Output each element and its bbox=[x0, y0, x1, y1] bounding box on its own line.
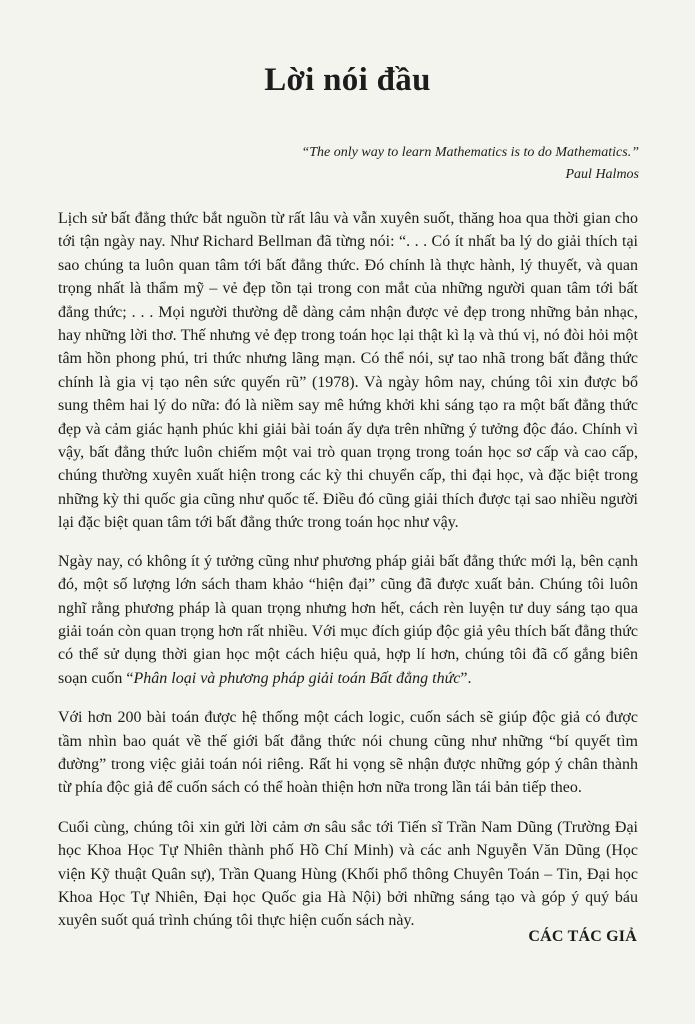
paragraph-contents: Với hơn 200 bài toán được hệ thống một cách logic, cuốn sách sẽ giúp độc giả có được tầm nhìn bao quát về thế giới bất đẳng thức nói chung cũng như những “bí quyết tìm đường” trong việc giải toán nói riêng. Rất hi vọng sẽ nhận được những góp ý chân thành từ phía độc giả để cuốn sách có thể hoàn thiện hơn nữa trong lần tái bản tiếp theo. bbox=[58, 709, 638, 797]
book-title: Phân loại và phương pháp giải toán Bất đẳng thức bbox=[133, 669, 461, 687]
paragraph-history: Lịch sử bất đẳng thức bắt nguồn từ rất lâu và vẫn xuyên suốt, thăng hoa qua thời gian cho tới tận ngày nay. Như Richard Bellman đã từng nói: “. . . Có ít nhất ba lý do giải thích tại sao chúng ta luôn quan tâm tới bất đẳng thức. Đó chính là thực hành, lý thuyết, và quan trọng nhất là thẩm mỹ – vẻ đẹp tồn tại trong con mắt của những người quan tâm tới bất đẳng thức; . . . Mọi người thường dễ dàng cảm nhận được vẻ đẹp trong những bản nhạc, hay những lời thơ. Thế nhưng vẻ đẹp trong toán học lại thật kì lạ và thú vị, nó đòi hỏi một tâm hồn phong phú, tri thức nhưng lãng mạn. Có thể nói, sự tao nhã trong bất đẳng thức chính là gia vị tạo nên sức quyến rũ” (1978). Và ngày hôm nay, chúng tôi xin được bổ sung thêm hai lý do nữa: đó là niềm say mê hứng khởi khi sáng tạo ra một bất đẳng thức đẹp và cảm giác hạnh phúc khi giải bài toán ấy dựa trên những ý tưởng độc đáo. Chính vì vậy, bất đẳng thức luôn chiếm một vai trò quan trọng trong toán học sơ cấp và cao cấp, chúng thường xuyên xuất hiện trong các kỳ thi chuyển cấp, thi đại học, và đặc biệt trong những kỳ thi quốc gia cũng như quốc tế. Điều đó cũng giải thích được tại sao nhiều người lại đặc biệt quan tâm tới bất đẳng thức trong toán học như vậy. bbox=[58, 210, 638, 532]
page-title: Lời nói đầu bbox=[264, 62, 431, 98]
paragraph-thanks: Cuối cùng, chúng tôi xin gửi lời cảm ơn sâu sắc tới Tiến sĩ Trần Nam Dũng (Trường Đại học Khoa Học Tự Nhiên thành phố Hồ Chí Minh) và các anh Nguyễn Văn Dũng (Học viện Kỹ thuật Quân sự), Trần Quang Hùng (Khối phổ thông Chuyên Toán – Tin, Đại học Khoa Học Tự Nhiên, Đại học Quốc gia Hà Nội) bởi những sáng tạo và góp ý quý báu xuyên suốt quá trình chúng tôi thực hiện cuốn sách này. bbox=[58, 818, 638, 930]
paragraph-methods bbox=[58, 550, 638, 690]
paragraph-methods-text: Ngày nay, có không ít ý tưởng cũng như phương pháp giải bất đẳng thức mới lạ, bên cạnh đó, một số lượng lớn sách tham khảo “hiện đại” cũng đã được xuất bản. Chúng tôi luôn nghĩ rằng phương pháp là quan trọng nhưng hơn hết, cách rèn luyện tư duy sáng tạo qua giải toán còn quan trọng hơn rất nhiều. Với mục đích giúp độc giả yêu thích bất đẳng thức có thể sử dụng thời gian học một cách hiệu quả, hợp lí hơn, chúng tôi đã cố gắng biên soạn cuốn “ bbox=[58, 552, 638, 687]
epigraph-author: Paul Halmos bbox=[565, 167, 639, 182]
epigraph bbox=[301, 142, 639, 186]
paragraph-methods-end: ”. bbox=[460, 669, 472, 687]
epigraph-quote: “The only way to learn Mathematics is to do Mathematics.” bbox=[301, 145, 639, 160]
authors-signature: CÁC TÁC GIẢ bbox=[528, 928, 637, 945]
preface-body bbox=[58, 207, 638, 949]
